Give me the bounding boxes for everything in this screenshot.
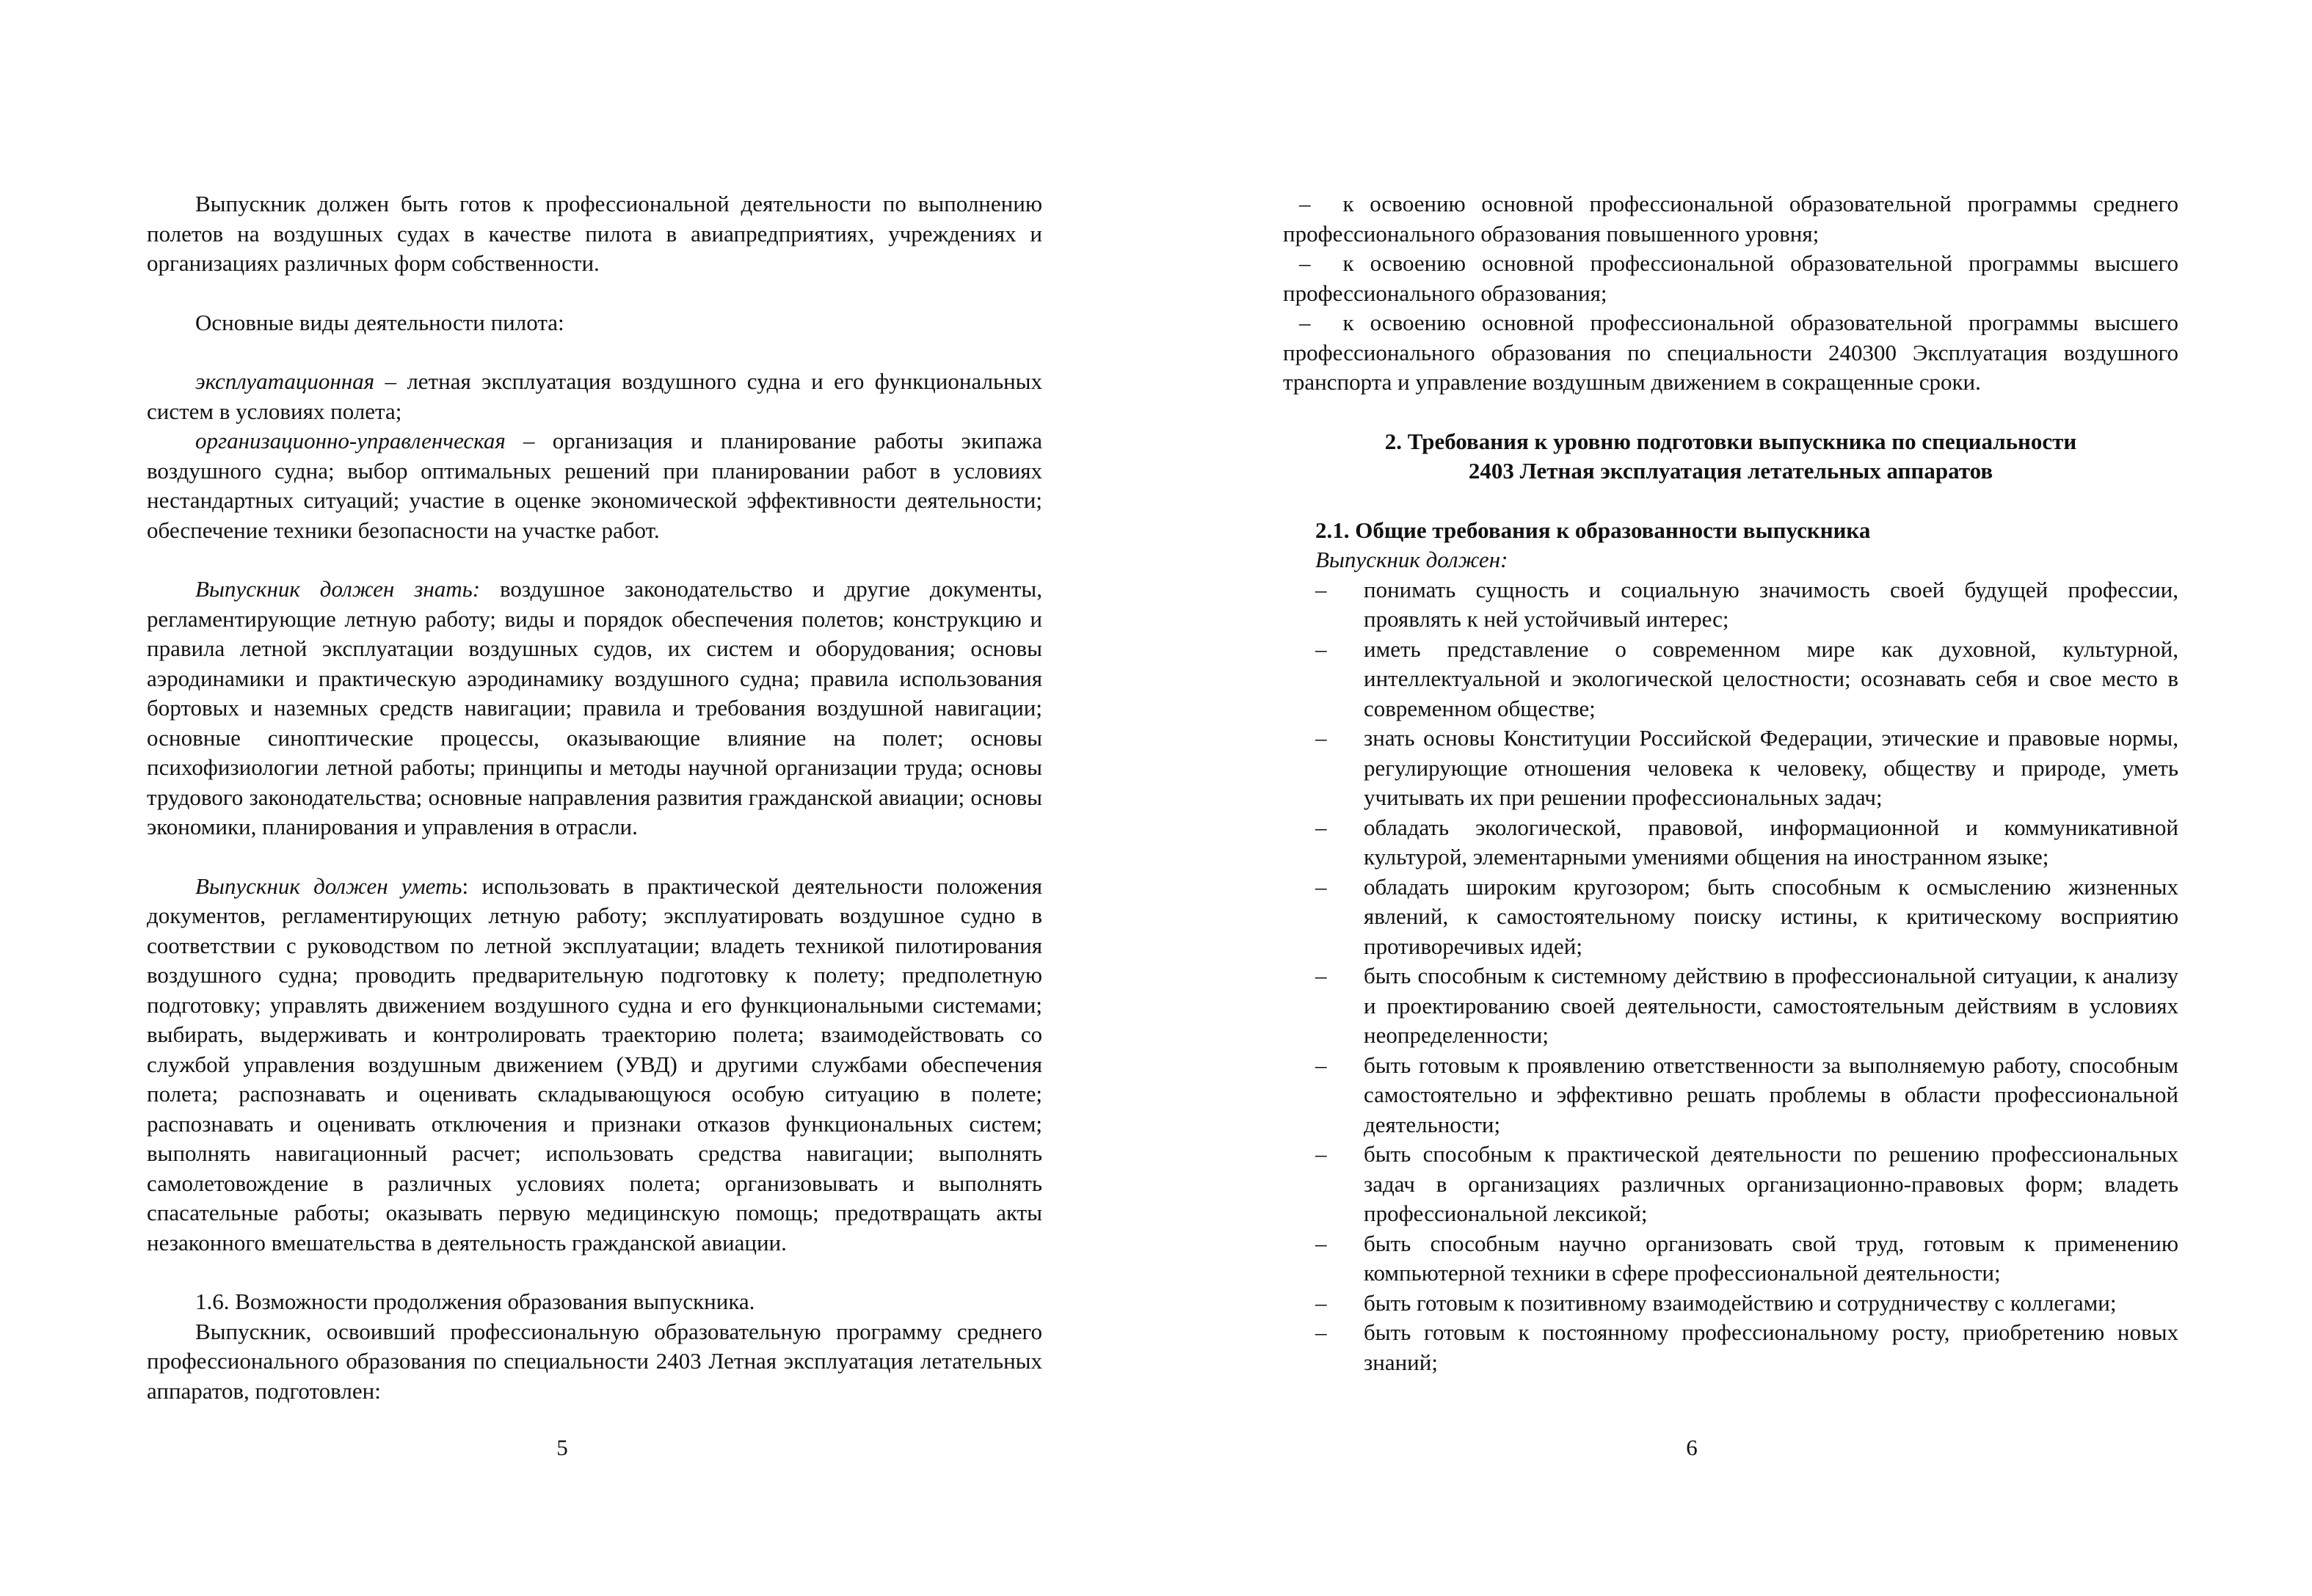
dash-mark: – xyxy=(1315,1052,1327,1078)
page-number-left: 5 xyxy=(556,1435,568,1460)
requirement-item xyxy=(1283,1289,2178,1319)
activity-operational-term: эксплуатационная xyxy=(195,368,375,394)
requirement-item xyxy=(1283,575,2178,635)
page-number-right: 6 xyxy=(1686,1435,1698,1460)
requirement-text: быть способным научно организовать свой труд, готовым к применению компьютерной техники в сфере профессиональной деятельности; xyxy=(1364,1230,2178,1286)
dash-mark: – xyxy=(1299,310,1311,335)
requirement-item xyxy=(1283,1140,2178,1229)
requirement-item xyxy=(1283,872,2178,962)
section-1-6-text: Выпускник, освоивший профессиональную образовательную программу среднего профессионального образования по специальности 2403 Летная эксплуатация летательных аппаратов, подготовлен: xyxy=(147,1318,1042,1404)
preparation-list xyxy=(1283,189,2178,398)
section-1-6-title: 1.6. Возможности продолжения образования выпускника. xyxy=(195,1289,755,1314)
dash-mark: – xyxy=(1315,635,1327,662)
requirement-item xyxy=(1283,1318,2178,1377)
intro-paragraph: Выпускник должен быть готов к профессиональной деятельности по выполнению полетов на воздушных судах в качестве пилота в авиапредприятиях, учреждениях и организациях различных форм собственности. xyxy=(147,191,1042,276)
preparation-item xyxy=(1283,189,2178,249)
dash-mark: – xyxy=(1315,576,1327,602)
requirements-list xyxy=(1283,575,2178,1378)
requirement-text: быть способным к системному действию в профессиональной ситуации, к анализу и проектированию своей деятельности, самостоятельным действиям в условиях неопределенности; xyxy=(1364,963,2178,1048)
preparation-item xyxy=(1283,249,2178,308)
dash-mark: – xyxy=(1315,963,1327,988)
must-know-paragraph xyxy=(147,575,1042,842)
left-page xyxy=(147,189,1042,1406)
must-can-paragraph xyxy=(147,872,1042,1258)
must-can-term: Выпускник должен уметь xyxy=(195,872,462,899)
requirement-item xyxy=(1283,635,2178,724)
activity-operational-text: – летная эксплуатация воздушного судна и его функциональных систем в условиях полета; xyxy=(147,368,1042,424)
requirement-text: знать основы Конституции Российской Федерации, этические и правовые нормы, регулирующие отношения человека к человеку, обществу и природе, уметь учитывать их при решении профессиональных задач; xyxy=(1364,725,2178,810)
activity-organizational-term: организационно-управленческая xyxy=(195,428,506,453)
requirement-text: быть готовым к позитивному взаимодействию и сотрудничеству с коллегами; xyxy=(1364,1289,2117,1316)
requirement-text: быть способным к практической деятельности по решению профессиональных задач в организациях различных организационно-правовых форм; владеть профессиональной лексикой; xyxy=(1364,1141,2178,1226)
requirement-text: понимать сущность и социальную значимость своей будущей профессии, проявлять к ней устойчивый интерес; xyxy=(1364,576,2178,632)
requirement-text: быть готовым к постоянному профессиональному росту, приобретению новых знаний; xyxy=(1364,1319,2178,1375)
dash-mark: – xyxy=(1315,1230,1327,1256)
requirement-text: иметь представление о современном мире как духовной, культурной, интеллектуальной и экологической целостности; осознавать себя и свое место в современном обществе; xyxy=(1364,635,2178,721)
preparation-item xyxy=(1283,308,2178,398)
requirement-text: обладать широким кругозором; быть способным к осмыслению жизненных явлений, к самостоятельному поиску истины, к критическому восприятию противоречивых идей; xyxy=(1364,873,2178,959)
activity-organizational-text: – организация и планирование работы экипажа воздушного судна; выбор оптимальных решений при планировании работ в условиях нестандартных ситуаций; участие в оценке экономической эффективности деятельности; обеспечение техники безопасности на участке работ. xyxy=(147,428,1042,543)
requirement-item xyxy=(1283,961,2178,1051)
activity-organizational xyxy=(147,426,1042,545)
dash-mark: – xyxy=(1315,814,1327,840)
right-page xyxy=(1283,189,2178,1377)
section-2-title-line1: 2. Требования к уровню подготовки выпускника по специальности xyxy=(1384,428,2077,454)
dash-mark: – xyxy=(1315,1141,1327,1167)
dash-mark: – xyxy=(1315,873,1327,900)
activity-operational xyxy=(147,367,1042,426)
dash-mark: – xyxy=(1299,250,1311,276)
section-2-title-line2: 2403 Летная эксплуатация летательных аппаратов xyxy=(1468,458,1993,484)
dash-mark: – xyxy=(1315,1289,1327,1316)
preparation-item-text: к освоению основной профессиональной образовательной программы высшего профессионального образования по специальности 240300 Эксплуатация воздушного транспорта и управление воздушным движением в сокращенные сроки. xyxy=(1283,310,2178,395)
preparation-item-text: к освоению основной профессиональной образовательной программы высшего профессионального образования; xyxy=(1283,250,2178,306)
dash-mark: – xyxy=(1315,725,1327,751)
requirement-item xyxy=(1283,724,2178,813)
activities-title: Основные виды деятельности пилота: xyxy=(195,309,564,335)
requirement-item xyxy=(1283,1051,2178,1140)
dash-mark: – xyxy=(1299,191,1311,216)
must-label: Выпускник должен: xyxy=(1315,547,1508,572)
must-know-text: воздушное законодательство и другие документы, регламентирующие летную работу; виды и порядок обеспечения полетов; конструкцию и правила летной эксплуатации воздушных судов, их систем и оборудования; основы аэродинамики и практическую аэродинамику воздушного судна; правила использования бортовых и наземных средств навигации; правила и требования воздушной навигации; основные синоптические процессы, оказывающие влияние на полет; основы психофизиологии летной работы; принципы и методы научной организации труда; основы трудового законодательства; основные направления развития гражданской авиации; основы экономики, планирования и управления в отрасли. xyxy=(147,576,1042,839)
must-can-text: : использовать в практической деятельности положения документов, регламентирующих летную работу; эксплуатировать воздушное судно в соответствии с руководством по летной эксплуатации; владеть техникой пилотирования воздушного судна; проводить предварительную подготовку к полету; предполетную подготовку; управлять движением воздушного судна и его функциональными системами; выбирать, выдерживать и контролировать траекторию полета; взаимодействовать со службой управления воздушным движением (УВД) и другими службами обеспечения полета; распознавать и оценивать складывающуюся особую ситуацию в полете; распознавать и оценивать отключения и признаки отказов функциональных систем; выполнять навигационный расчет; использовать средства навигации; выполнять самолетовождение в различных условиях полета; организовывать и выполнять спасательные работы; оказывать первую медицинскую помощь; предотвращать акты незаконного вмешательства в деятельность гражданской авиации. xyxy=(147,872,1042,1256)
must-know-term: Выпускник должен знать: xyxy=(195,576,481,602)
requirement-item xyxy=(1283,1229,2178,1289)
requirement-text: обладать экологической, правовой, информационной и коммуникативной культурой, элементарными умениями общения на иностранном языке; xyxy=(1364,814,2178,870)
section-2-1-title: 2.1. Общие требования к образованности выпускника xyxy=(1315,517,1871,543)
requirement-text: быть готовым к проявлению ответственности за выполняемую работу, способным самостоятельно и эффективно решать проблемы в области профессиональной деятельности; xyxy=(1364,1052,2178,1137)
dash-mark: – xyxy=(1315,1319,1327,1345)
preparation-item-text: к освоению основной профессиональной образовательной программы среднего профессионального образования повышенного уровня; xyxy=(1283,191,2178,247)
requirement-item xyxy=(1283,813,2178,872)
